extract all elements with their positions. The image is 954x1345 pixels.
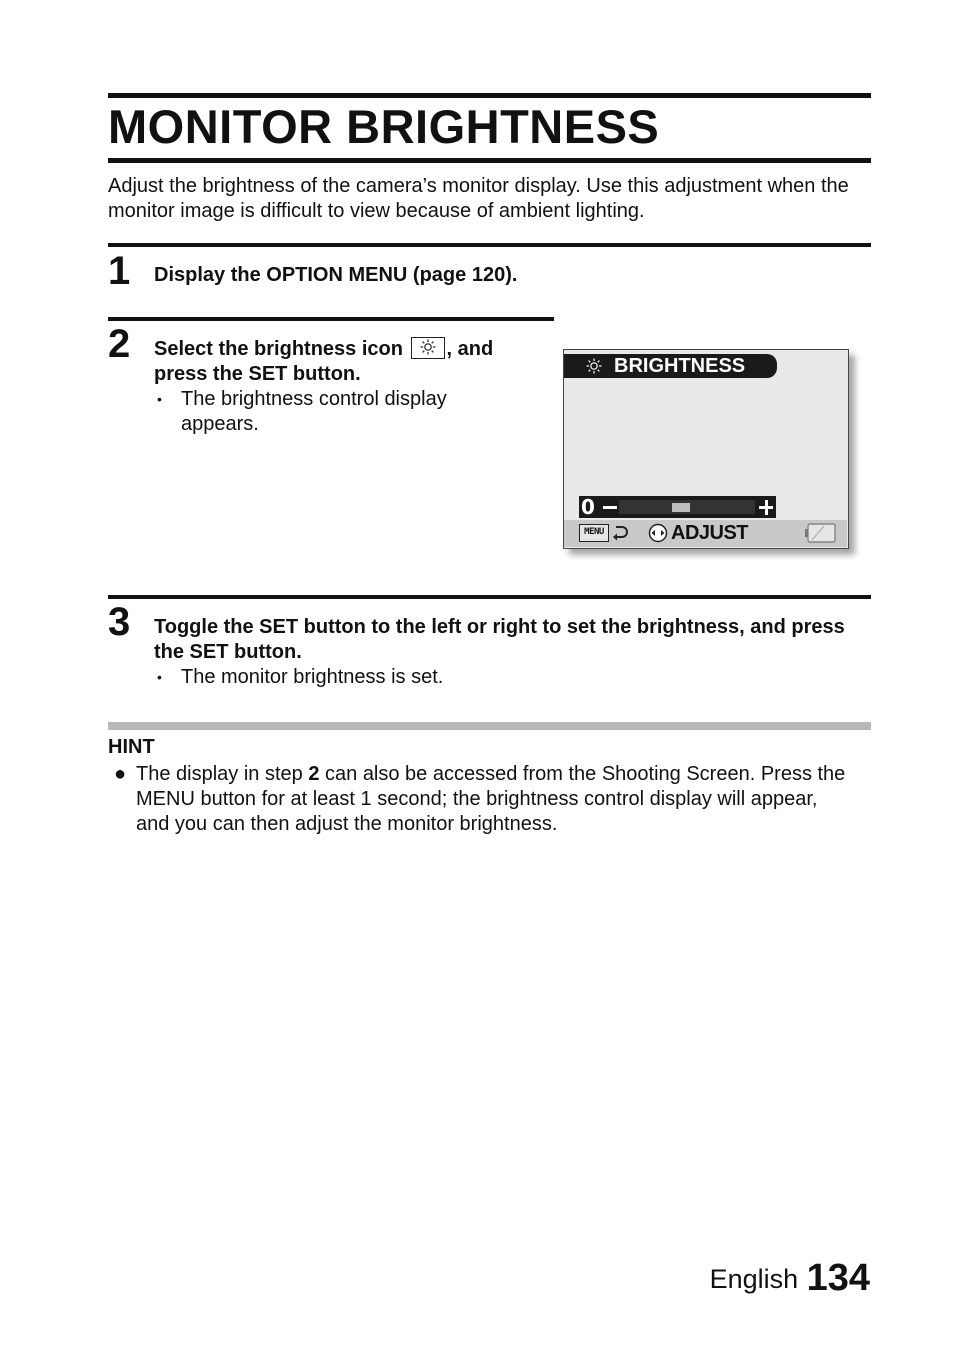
hint-text-2: can also be accessed from the Shooting Screen. Press the MENU button for at least 1 second; the brightness control display will appear, and you can then adjust the monitor brightness. bbox=[136, 763, 846, 835]
brightness-tab bbox=[564, 354, 777, 378]
step-3-rule bbox=[108, 595, 871, 599]
bullet-dot: • bbox=[157, 391, 162, 407]
step-2-text bbox=[154, 337, 554, 437]
camera-screen bbox=[563, 349, 849, 549]
brightness-value: 0 bbox=[581, 495, 595, 519]
step-2-rule bbox=[108, 317, 554, 321]
sun-icon bbox=[586, 358, 602, 374]
step-2-heading-part1: Select the brightness icon bbox=[154, 338, 403, 360]
brightness-bar bbox=[579, 496, 776, 518]
minus-icon bbox=[603, 506, 617, 509]
brightness-slider-knob bbox=[672, 503, 690, 512]
step-3-text bbox=[154, 615, 869, 690]
page-title: MONITOR BRIGHTNESS bbox=[108, 100, 660, 153]
step-2-bullet-text: The brightness control display appears. bbox=[181, 388, 447, 435]
step-1-heading: Display the OPTION MENU (page 120). bbox=[154, 264, 518, 286]
brightness-track bbox=[619, 500, 755, 514]
page-number: 134 bbox=[806, 1257, 870, 1299]
hint-title: HINT bbox=[108, 736, 155, 758]
title-bottom-rule bbox=[108, 158, 871, 163]
hint-text-1: The display in step bbox=[136, 763, 309, 785]
hint-step-ref: 2 bbox=[308, 763, 320, 785]
bullet-dot: • bbox=[157, 669, 162, 685]
step-2-heading bbox=[154, 337, 554, 387]
step-2-number: 2 bbox=[108, 322, 131, 366]
step-1-rule bbox=[108, 243, 871, 247]
page-footer bbox=[710, 1257, 870, 1300]
hint-bullet: ● bbox=[114, 763, 127, 785]
step-2-heading-line2: press the SET button. bbox=[154, 363, 361, 385]
step-1-number: 1 bbox=[108, 249, 131, 293]
intro-paragraph: Adjust the brightness of the camera’s monitor display. Use this adjustment when the monitor image is difficult to view because of ambient lighting. bbox=[108, 175, 849, 222]
brightness-tab-label: BRIGHTNESS bbox=[614, 355, 746, 377]
step-3-number: 3 bbox=[108, 600, 131, 644]
battery-icon bbox=[804, 523, 836, 543]
step-3-heading: Toggle the SET button to the left or right to set the brightness, and press the SET button. bbox=[154, 616, 845, 663]
step-3-bullet bbox=[154, 665, 869, 690]
adjust-label: ADJUST bbox=[671, 522, 749, 544]
brightness-icon bbox=[411, 337, 445, 359]
hint-divider bbox=[108, 722, 871, 730]
step-2-bullet bbox=[154, 387, 501, 437]
return-arrow-icon bbox=[612, 524, 628, 542]
left-right-dial-icon bbox=[648, 523, 668, 543]
footer-language: English bbox=[709, 1264, 799, 1294]
menu-icon: MENU bbox=[579, 524, 609, 542]
screen-footer bbox=[564, 520, 847, 547]
step-2-heading-part2: , and bbox=[446, 338, 494, 360]
hint-item bbox=[108, 762, 848, 837]
plus-icon-vertical bbox=[765, 500, 768, 515]
step-3-bullet-text: The monitor brightness is set. bbox=[181, 666, 444, 688]
